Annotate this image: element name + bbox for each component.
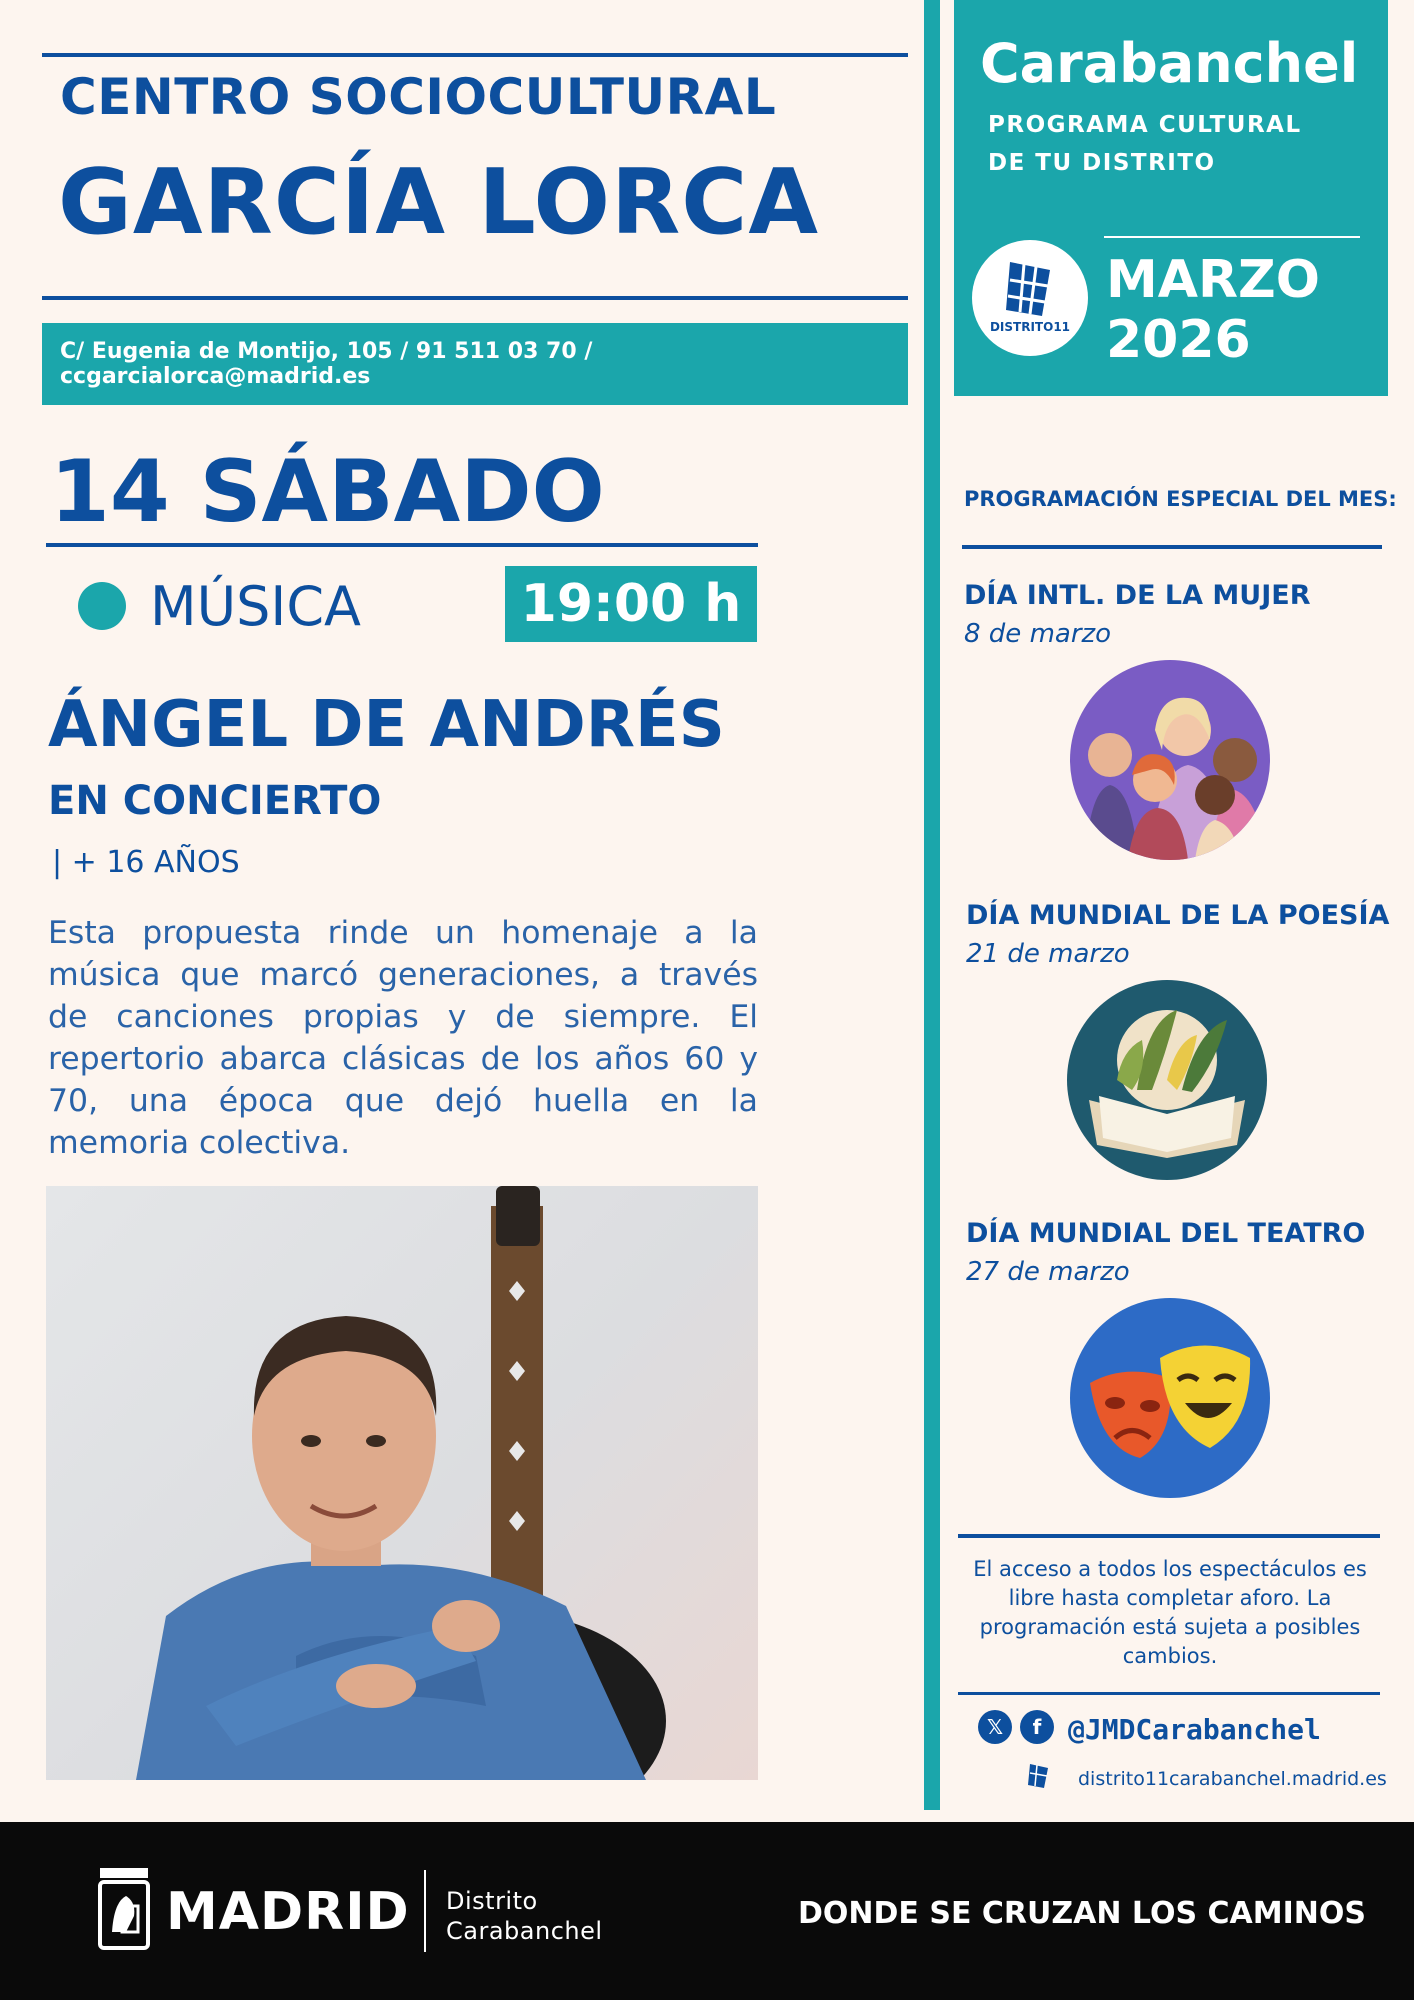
event-subtitle: EN CONCIERTO bbox=[48, 778, 382, 824]
social-handle[interactable]: @JMDCarabanchel bbox=[1068, 1713, 1321, 1746]
event-description: Esta propuesta rinde un homenaje a la música que marcó generaciones, a través de canciones propias y de siempre. El repertorio abarca clásicas de los años 60 y 70, una época que dejó huella en la memoria colectiva. bbox=[48, 915, 758, 1161]
special-heading: PROGRAMACIÓN ESPECIAL DEL MES: bbox=[964, 487, 1397, 511]
access-note: El acceso a todos los espectáculos es libre hasta completar aforo. La programación está sujeta a posibles cambios. bbox=[973, 1557, 1367, 1668]
centre-name: GARCÍA LORCA bbox=[58, 150, 820, 255]
x-twitter-icon[interactable]: 𝕏 bbox=[978, 1710, 1012, 1744]
special-title-poetry: DÍA MUNDIAL DE LA POESÍA bbox=[966, 900, 1390, 931]
social-rule bbox=[958, 1692, 1380, 1695]
program-label-line1: PROGRAMA CULTURAL bbox=[988, 112, 1302, 138]
footer bbox=[0, 1822, 1414, 2000]
slogan: DONDE SE CRUZAN LOS CAMINOS bbox=[798, 1896, 1366, 1931]
access-rule bbox=[958, 1534, 1380, 1538]
open-book-icon bbox=[1067, 980, 1267, 1180]
district-name: Carabanchel bbox=[980, 32, 1359, 95]
special-rule bbox=[962, 545, 1382, 549]
month: MARZO bbox=[1106, 250, 1320, 310]
program-header-box bbox=[954, 0, 1388, 396]
event-time: 19:00 h bbox=[505, 566, 757, 642]
district11-logo-label: DISTRITO11 bbox=[989, 320, 1071, 334]
program-label bbox=[988, 106, 1302, 182]
month-year bbox=[1106, 250, 1320, 370]
event-age: | + 16 AÑOS bbox=[52, 845, 240, 880]
women-group-icon bbox=[1070, 660, 1270, 860]
special-date-theatre: 27 de marzo bbox=[966, 1257, 1130, 1287]
footer-district-line2: Carabanchel bbox=[446, 1917, 603, 1945]
top-rule bbox=[42, 53, 908, 57]
day-rule bbox=[46, 543, 758, 547]
district11-logo bbox=[972, 240, 1088, 356]
madrid-logo-text: MADRID bbox=[166, 1882, 410, 1942]
special-title-women: DÍA INTL. DE LA MUJER bbox=[964, 580, 1311, 611]
theater-masks-icon bbox=[1070, 1298, 1270, 1498]
guitarist-illustration bbox=[46, 1186, 758, 1780]
madrid-crest-icon bbox=[96, 1866, 152, 1952]
category-dot-icon bbox=[78, 582, 126, 630]
footer-district bbox=[446, 1886, 603, 1946]
footer-district-line1: Distrito bbox=[446, 1887, 538, 1915]
contact-bar: C/ Eugenia de Montijo, 105 / 91 511 03 70 / ccgarcialorca@madrid.es bbox=[42, 323, 908, 405]
program-label-line2: DE TU DISTRITO bbox=[988, 150, 1216, 176]
year: 2026 bbox=[1106, 310, 1251, 370]
special-date-poetry: 21 de marzo bbox=[966, 939, 1130, 969]
box-rule bbox=[1104, 236, 1360, 238]
event-day: 14 SÁBADO bbox=[50, 442, 605, 542]
artist-photo bbox=[46, 1186, 758, 1780]
centre-type: CENTRO SOCIOCULTURAL bbox=[60, 68, 777, 126]
district11-small-logo-icon bbox=[1020, 1760, 1056, 1796]
event-title: ÁNGEL DE ANDRÉS bbox=[48, 688, 725, 762]
special-date-women: 8 de marzo bbox=[964, 619, 1112, 649]
special-title-theatre: DÍA MUNDIAL DEL TEATRO bbox=[966, 1218, 1366, 1249]
district11-logo-icon bbox=[972, 240, 1088, 356]
facebook-icon[interactable]: f bbox=[1020, 1710, 1054, 1744]
footer-separator bbox=[424, 1870, 426, 1952]
header-rule bbox=[42, 296, 908, 300]
website-link[interactable]: distrito11carabanchel.madrid.es bbox=[1078, 1768, 1387, 1790]
vertical-divider bbox=[924, 0, 940, 1810]
event-category: MÚSICA bbox=[150, 575, 361, 638]
